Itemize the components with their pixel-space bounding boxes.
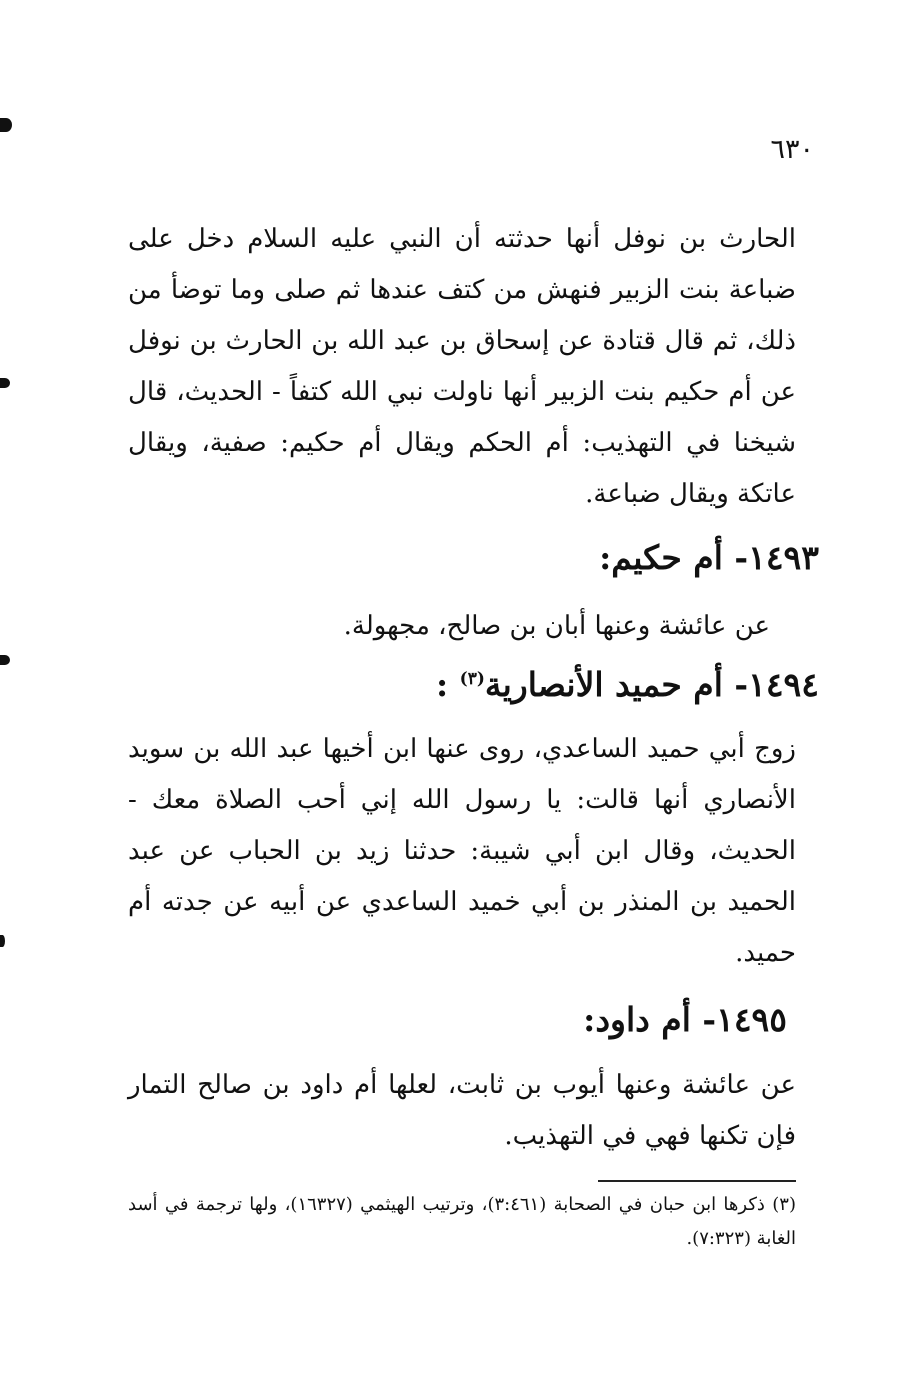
footnote-divider <box>598 1180 796 1182</box>
entry-1495-body: عن عائشة وعنها أيوب بن ثابت، لعلها أم داود بن صالح التمار فإن تكنها فهي في التهذيب. <box>128 1070 796 1151</box>
page-number: ٦٣٠ <box>770 134 814 165</box>
footnote: (٣) ذكرها ابن حبان في الصحابة (٣:٤٦١)، وترتيب الهيثمي (١٦٣٢٧)، ولها ترجمة في أسد الغابة (٧:٣٢٣). <box>128 1194 796 1249</box>
entry-heading-1494-text: ١٤٩٤- أم حميد الأنصارية <box>484 665 819 704</box>
scan-mark-middle-upper <box>0 378 10 388</box>
entry-1493-body: عن عائشة وعنها أبان بن صالح، مجهولة. <box>343 611 770 641</box>
footnote-reference: (٣) <box>459 669 485 689</box>
scan-mark-top <box>0 118 12 132</box>
entry-heading-1494 <box>436 663 819 707</box>
intro-paragraph: الحارث بن نوفل أنها حدثته أن النبي عليه السلام دخل على ضباعة بنت الزبير فنهش من كتف عندها ثم صلى وما توضأ من ذلك، ثم قال قتادة عن إسحاق بن عبد الله بن الحارث بن نوفل عن أم حكيم بنت الزبير أنها ناولت نبي الله كتفاً - الحديث، قال شيخنا في التهذيب: أم الحكم ويقال أم حكيم: صفية، ويقال عاتكة ويقال ضباعة. <box>128 224 797 509</box>
entry-1494-body: زوج أبي حميد الساعدي، روى عنها ابن أخيها عبد الله بن سويد الأنصاري أنها قالت: يا رسول الله إني أحب الصلاة معك - الحديث، وقال ابن أبي شيبة: حدثنا زيد بن الحباب عن عبد الحميد بن المنذر بن أبي خميد الساعدي عن أبيه عن جدته أم حميد. <box>128 734 796 968</box>
scan-mark-bottom <box>0 935 5 947</box>
entry-heading-1495: ١٤٩٥- أم داود: <box>583 1000 787 1039</box>
entry-heading-1494-tail: : <box>436 665 460 704</box>
scan-mark-middle-lower <box>0 655 10 665</box>
entry-heading-1493: ١٤٩٣- أم حكيم: <box>599 538 819 577</box>
